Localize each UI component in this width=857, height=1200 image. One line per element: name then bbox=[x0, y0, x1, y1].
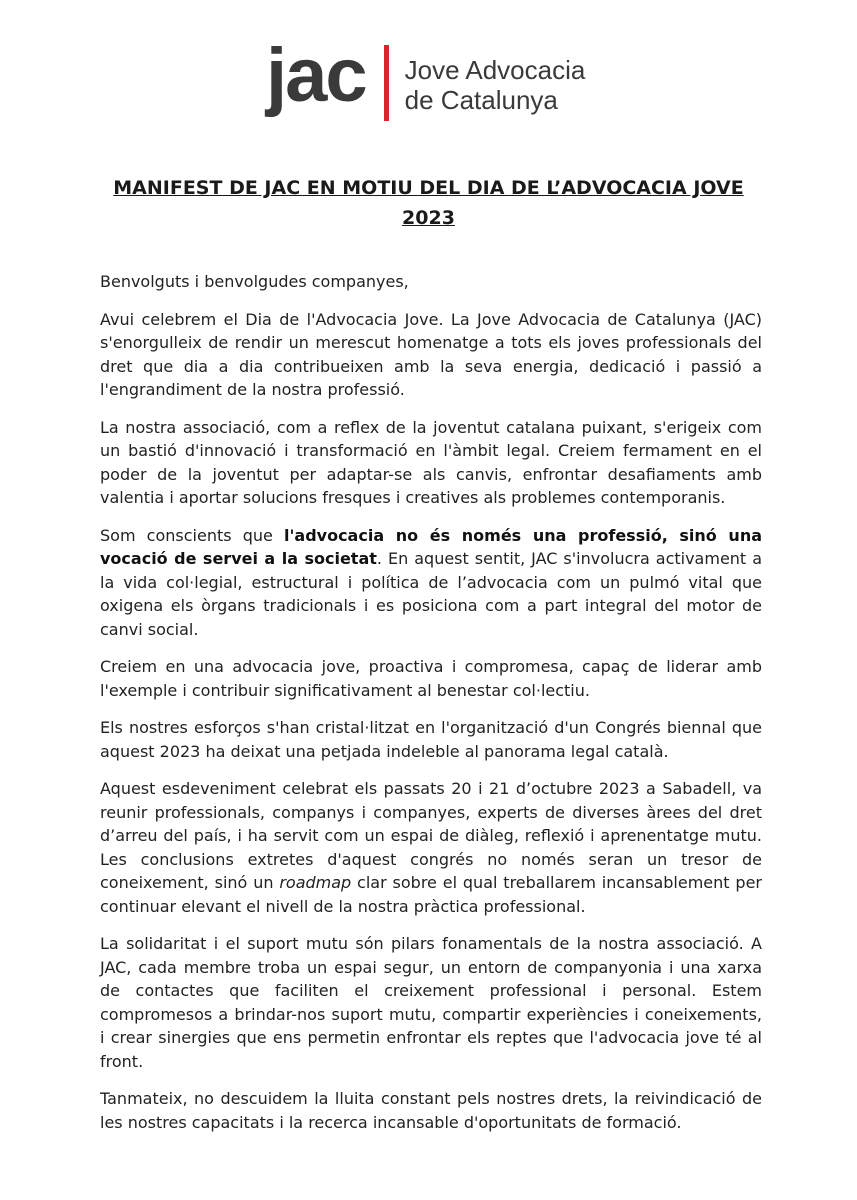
paragraph-6-roadmap: roadmap bbox=[279, 873, 352, 892]
paragraph-5: Els nostres esforços s'han cristal·litzat en l'organització d'un Congrés biennal que aquest 2023 ha deixat una petjada indeleble al panorama legal català. bbox=[100, 718, 762, 761]
paragraph-6 bbox=[100, 777, 762, 918]
document-title: MANIFEST DE JAC EN MOTIU DEL DIA DE L’ADVOCACIA JOVE 2023 bbox=[113, 177, 744, 229]
logo-text bbox=[405, 55, 586, 115]
paragraph-6-intro: Aquest esdeveniment celebrat els passats 20 i 21 d’octubre 2023 a Sabadell, va reunir professionals, companys i companyes, experts de diverses àrees del dret d’arreu del país, i ha servit com un espai de diàleg, reflexió i aprenentatge mutu. Les conclusions extretes d'aquest congrés no només seran un tresor de coneixement, sinó un bbox=[100, 779, 762, 892]
logo-line-2: de Catalunya bbox=[404, 85, 558, 115]
paragraph-3 bbox=[100, 524, 762, 642]
logo-divider bbox=[384, 45, 389, 121]
paragraph-3-rest: . En aquest sentit, JAC s'involucra activament a la vida col·legial, estructural i política de l’advocacia com un pulmó vital que oxigena els òrgans tradicionals i es posiciona com a part integral del motor de canvi social. bbox=[100, 549, 763, 639]
paragraph-6-rest: clar sobre el qual treballarem incansablement per continuar elevant el nivell de la nostra pràctica professional. bbox=[100, 873, 763, 916]
paragraph-7: La solidaritat i el suport mutu són pilars fonamentals de la nostra associació. A JAC, cada membre troba un espai segur, un entorn de companyonia i una xarxa de contactes que faciliten el creixement professional i personal. Estem compromesos a brindar-nos suport mutu, compartir experiències i coneixements, i crear sinergies que ens permetin enfrontar els reptes que l'advocacia jove té al front. bbox=[100, 934, 762, 1071]
paragraph-1: Avui celebrem el Dia de l'Advocacia Jove. La Jove Advocacia de Catalunya (JAC) s'enorgulleix de rendir un merescut homenatge a tots els joves professionals del dret que dia a dia contribueixen amb la seva energia, dedicació i passió a l'engrandiment de la nostra professió. bbox=[100, 309, 762, 399]
greeting: Benvolguts i benvolgudes companyes, bbox=[100, 272, 409, 291]
paragraph-3-emphasis: l'advocacia no és només una professió, sinó una vocació de servei a la societat bbox=[100, 525, 763, 568]
paragraph-2: La nostra associació, com a reflex de la joventut catalana puixant, s'erigeix com un bastió d'innovació i transformació en l'àmbit legal. Creiem fermament en el poder de la joventut per adaptar-se als canvis, enfrontar desafiaments amb valentia i aportar solucions fresques i creatives als problemes contemporanis. bbox=[100, 417, 762, 507]
paragraph-3-intro: Som conscients que bbox=[100, 525, 285, 545]
logo-mark: jac bbox=[266, 33, 366, 118]
paragraph-4: Creiem en una advocacia jove, proactiva i compromesa, capaç de liderar amb l'exemple i contribuir significativament al benestar col·lectiu. bbox=[100, 657, 762, 700]
logo-line-1: Jove Advocacia bbox=[404, 55, 586, 85]
paragraph-8: Tanmateix, no descuidem la lluita constant pels nostres drets, la reivindicació de les nostres capacitats i la recerca incansable d'oportunitats de formació. bbox=[100, 1089, 762, 1132]
jac-logo bbox=[266, 33, 586, 128]
document-body bbox=[100, 270, 762, 1148]
